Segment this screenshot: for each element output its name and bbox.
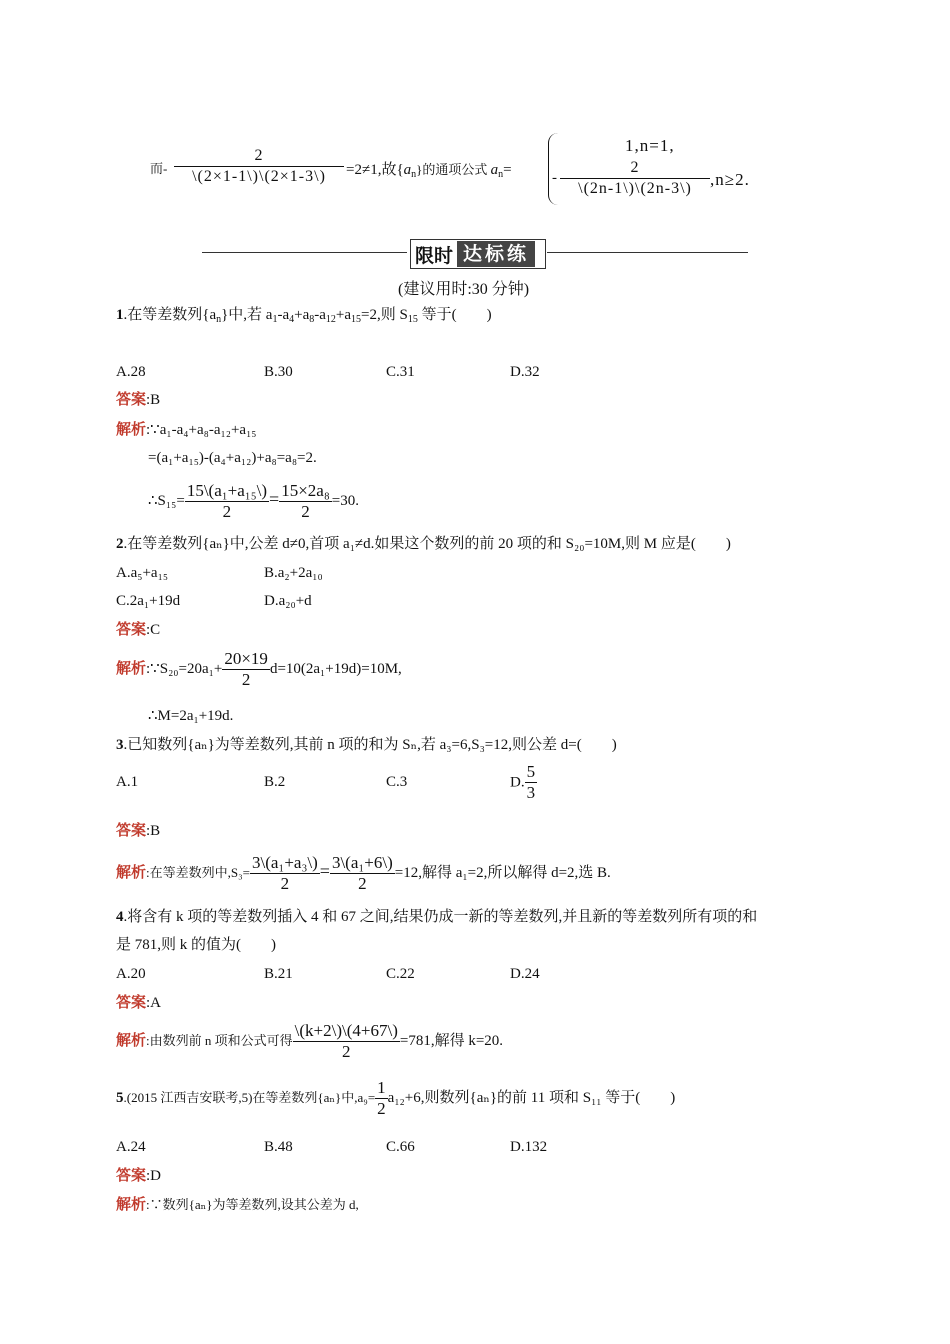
- q1-analysis-1: 解析:∵a₁-a₄+a₈-a₁₂+a₁₅: [116, 422, 257, 438]
- q5-option-b[interactable]: B.48: [264, 1139, 293, 1155]
- q1-option-a[interactable]: A.28: [116, 364, 146, 380]
- case-1: 1,n=1,: [625, 136, 675, 155]
- q4-question-1: 4.将含有 k 项的等差数列插入 4 和 67 之间,结果仍成一新的等差数列,并且新的等差数列所有项的和: [116, 909, 758, 925]
- cases-brace: [548, 133, 559, 205]
- case-2-fraction: $\frac{2}{\backslash(2n-1\backslash)\backslash(2n-3\backslash)}$: [560, 158, 710, 199]
- q2-option-c[interactable]: C.2a₁+19d: [116, 593, 181, 609]
- q3-option-a[interactable]: A.1: [116, 774, 139, 790]
- q1-option-c[interactable]: C.31: [386, 364, 415, 380]
- section-rule-right: [547, 252, 748, 253]
- q3-analysis: 解析:在等差数列中,S₃= $\frac{\text{3\textbackslash{}(a₁+a₃\textbackslash{})}}{2}$ = $\frac{\text{3\textbackslash{}(a₁+6\textbackslash{})}}{2}$ =12,解得 a₁=2,所以解得 d=2,选 B.: [116, 853, 611, 894]
- section-title-dark: 达标练: [457, 241, 535, 267]
- q2-analysis-1: 解析:∵S₂₀=20a₁+ $\frac{20\times 19}{2}$ d=10(2a₁+19d)=10M,: [116, 649, 402, 690]
- q3-question: 3.已知数列{aₙ}为等差数列,其前 n 项的和为 Sₙ,若 a₃=6,S₃=12,则公差 d=( ): [116, 737, 617, 753]
- q5-option-d[interactable]: D.132: [510, 1139, 548, 1155]
- section-title: [202, 238, 748, 268]
- q1-option-d[interactable]: D.32: [510, 364, 540, 380]
- q2-frac: $\frac{20\times 19}{2}$: [224, 649, 268, 690]
- q2-answer: 答案:C: [116, 622, 161, 638]
- q4-option-c[interactable]: C.22: [386, 966, 415, 982]
- section-title-box: [410, 239, 546, 269]
- section-rule-left: [202, 252, 407, 253]
- q4-answer: 答案:A: [116, 995, 162, 1011]
- q5-frac: $\frac{1}{2}$: [377, 1078, 386, 1119]
- top-formula-fraction: [174, 146, 344, 187]
- q3-option-d-frac: $\frac{5}{3}$: [526, 762, 536, 802]
- q5-answer: 答案:D: [116, 1168, 162, 1184]
- q2-question: 2.在等差数列{aₙ}中,公差 d≠0,首项 a₁≠d.如果这个数列的前 20 项的和 S₂₀=10M,则 M 应是( ): [116, 536, 731, 552]
- section-subtitle: (建议用时:30 分钟): [398, 281, 530, 298]
- q2-analysis-2: ∴M=2a₁+19d.: [148, 708, 234, 724]
- q4-frac: $\frac{\backslash(k+2\backslash)\backslash(4+67\backslash)}{2}$: [294, 1021, 398, 1062]
- q3-frac-1: $\frac{\text{3\textbackslash{}(a₁+a₃\textbackslash{})}}{2}$: [251, 853, 318, 894]
- section-title-plain: 限时: [415, 244, 454, 267]
- q4-option-a[interactable]: A.20: [116, 966, 146, 982]
- q3-answer: 答案:B: [116, 823, 161, 839]
- q2-option-d[interactable]: D.a₂₀+d: [264, 593, 312, 609]
- q1-frac-2: $\frac{\text{15×2a₈}}{2}$: [281, 481, 330, 522]
- q5-option-c[interactable]: C.66: [386, 1139, 415, 1155]
- top-formula-mid: =2≠1,故$\{a_n\}$的通项公式 $a_n=$: [346, 162, 512, 180]
- q5-option-a[interactable]: A.24: [116, 1139, 146, 1155]
- q3-option-d[interactable]: D. $\frac{5}{3}$: [510, 762, 536, 802]
- q1-analysis-2: =(a₁+a₁₅)-(a₄+a₁₂)+a₈=a₈=2.: [148, 450, 317, 466]
- q5-analysis: 解析:∵数列{aₙ}为等差数列,设其公差为 d,: [116, 1197, 359, 1213]
- q3-option-c[interactable]: C.3: [386, 774, 408, 790]
- q1-frac-1: $\frac{\text{15\textbackslash{}(a₁+a₁₅\textbackslash{})}}{2}$: [186, 481, 268, 522]
- q4-analysis: 解析:由数列前 n 项和公式可得 $\frac{\backslash(k+2\backslash)\backslash(4+67\backslash)}{2}$ =781,解得 k=20.: [116, 1021, 504, 1062]
- q2-option-b[interactable]: B.a₂+2a₁₀: [264, 565, 323, 581]
- top-frac-den: \(2×1-1\)\(2×1-3\): [192, 168, 326, 185]
- q1-option-b[interactable]: B.30: [264, 364, 293, 380]
- q4-option-b[interactable]: B.21: [264, 966, 293, 982]
- q4-question-2: 是 781,则 k 的值为( ): [116, 937, 276, 953]
- q3-option-b[interactable]: B.2: [264, 774, 286, 790]
- q3-frac-2: $\frac{\text{3\textbackslash{}(a₁+6\textbackslash{})}}{2}$: [331, 853, 393, 894]
- q4-option-d[interactable]: D.24: [510, 966, 540, 982]
- q2-option-a[interactable]: A.a₅+a₁₅: [116, 565, 169, 581]
- q1-answer: 答案:B: [116, 392, 161, 408]
- q1-analysis-3: ∴S₁₅= $\frac{\text{15\textbackslash{}(a₁+a₁₅\textbackslash{})}}{2}$ = $\frac{\text{15×2a₈}}{2}$ =30.: [148, 481, 359, 522]
- top-frac-num: 2: [174, 146, 344, 167]
- top-formula-prefix: 而-: [150, 161, 168, 176]
- q1-question: 1.在等差数列$\{a_n\}$中,若 $a_1-a_4+a_8-a_{12}+a_{15}=2$,则 $S_{15}$ 等于( ): [116, 307, 492, 325]
- q5-question: 5.(2015 江西吉安联考,5)在等差数列{aₙ}中,a₉= $\frac{1}{2}$ a₁₂+6,则数列{aₙ}的前 11 项和 S₁₁ 等于( ): [116, 1078, 676, 1119]
